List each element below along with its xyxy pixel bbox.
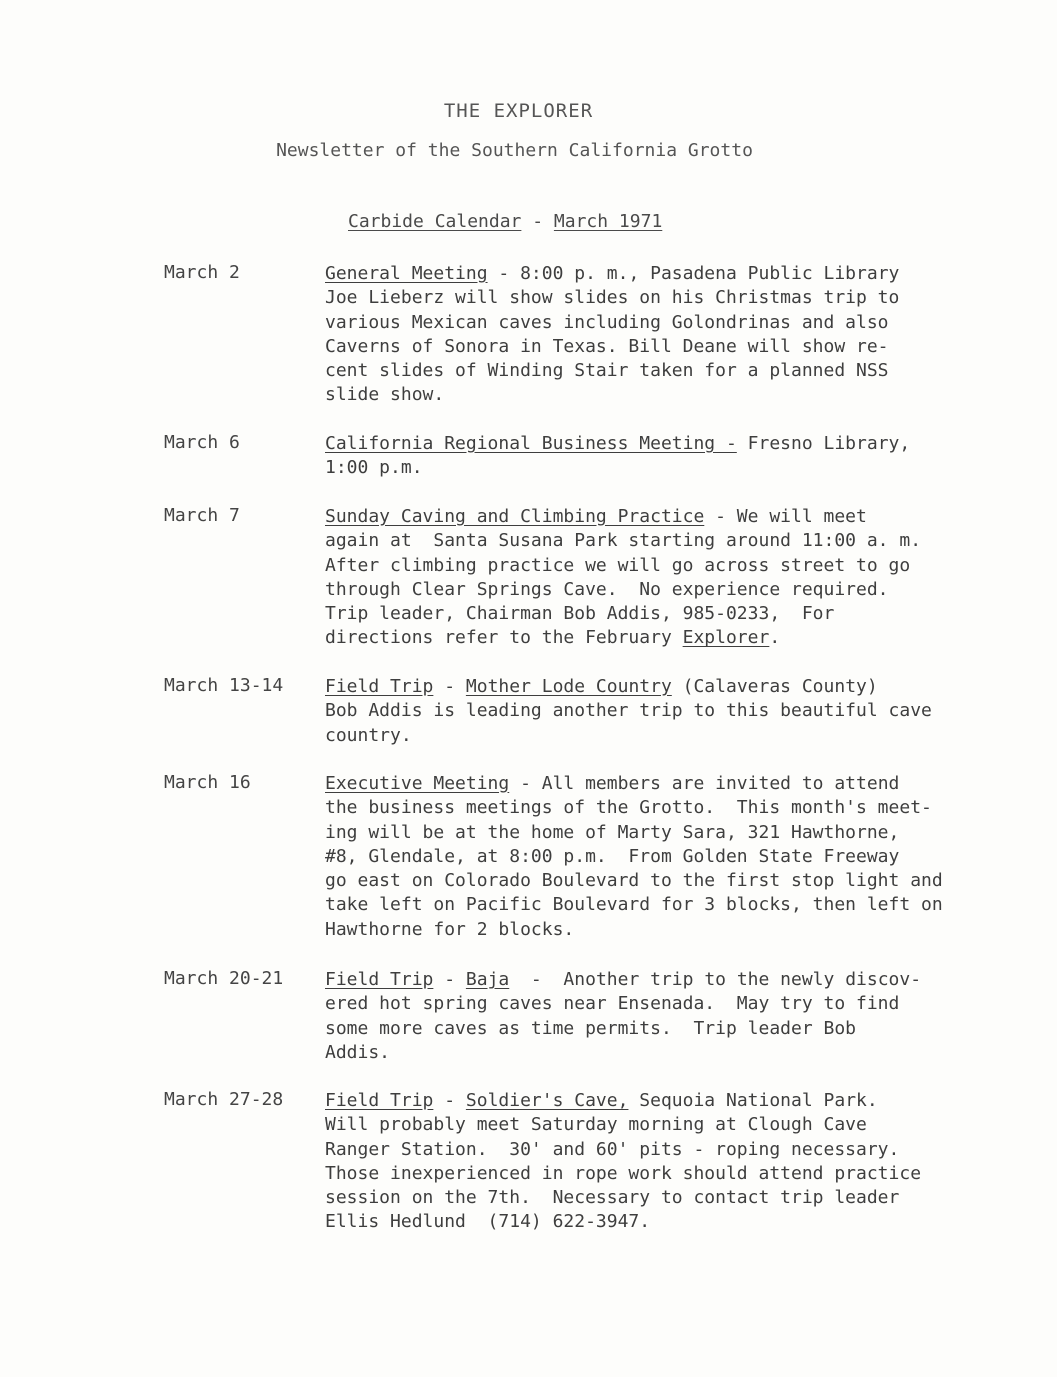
entry-heading-line [325, 262, 965, 286]
entry-line: Caverns of Sonora in Texas. Bill Deane will show re- [325, 335, 889, 357]
entry-date: March 6 [164, 432, 240, 453]
entry-line: country. [325, 724, 412, 746]
calendar-heading [348, 211, 662, 232]
entry-heading: General Meeting [325, 263, 488, 284]
entry-line: #8, Glendale, at 8:00 p.m. From Golden State Freeway [325, 845, 900, 867]
entry-heading-line [325, 772, 965, 796]
entry-line: Ranger Station. 30' and 60' pits - roping necessary. [325, 1138, 900, 1160]
entry-line: some more caves as time permits. Trip leader Bob [325, 1017, 857, 1039]
entry-heading-rest: - We will meet [704, 506, 867, 527]
entry-line: again at Santa Susana Park starting around 11:00 a. m. [325, 530, 922, 552]
entry-body [325, 772, 965, 942]
entry-heading-separator: - [433, 676, 466, 697]
entry-line: session on the 7th. Necessary to contact trip leader [325, 1187, 900, 1209]
entry-date: March 2 [164, 262, 240, 283]
calendar-label: Carbide Calendar [348, 211, 522, 232]
entry-heading-rest: - 8:00 p. m., Pasadena Public Library [487, 263, 900, 284]
entry-heading: Field Trip [325, 969, 434, 990]
entry-heading: Executive Meeting [325, 773, 510, 794]
entry-heading-destination: Baja [465, 969, 510, 990]
entry-date: March 7 [164, 505, 240, 526]
publication-title: Explorer [682, 627, 770, 649]
entry-body [325, 505, 965, 651]
entry-date: March 27-28 [164, 1089, 284, 1110]
entry-body [325, 968, 965, 1065]
entry-body [325, 262, 965, 408]
entry-heading-line [325, 505, 965, 529]
newsletter-title: THE EXPLORER [443, 100, 594, 122]
newsletter-subtitle: Newsletter of the Southern California Grotto [276, 140, 753, 161]
entry-line: Will probably meet Saturday morning at Clough Cave [325, 1114, 867, 1136]
entry-date: March 20-21 [164, 968, 284, 989]
entry-body [325, 675, 965, 748]
entry-heading-separator: - [433, 969, 466, 990]
entry-heading-line [325, 1089, 965, 1113]
entry-heading-line [325, 968, 965, 992]
entry-heading-line [325, 675, 965, 699]
entry-line: Addis. [325, 1041, 391, 1063]
entry-line: various Mexican caves including Golondrinas and also [325, 311, 889, 333]
entry-heading-rest: - Another trip to the newly discov- [509, 969, 922, 990]
entry-heading-line [325, 432, 965, 456]
entry-heading: California Regional Business Meeting - [325, 433, 737, 454]
entry-heading-rest: Sequoia National Park. [628, 1090, 878, 1111]
entry-line: cent slides of Winding Stair taken for a planned NSS [325, 360, 889, 382]
entry-line: the business meetings of the Grotto. This month's meet- [325, 797, 932, 819]
calendar-separator: - [521, 211, 554, 232]
entry-line: ing will be at the home of Marty Sara, 321 Hawthorne, [325, 821, 900, 843]
entry-date: March 13-14 [164, 675, 284, 696]
entry-line: After climbing practice we will go across street to go [325, 554, 911, 576]
entry-heading-rest: (Calaveras County) [671, 676, 878, 697]
entry-date: March 16 [164, 772, 251, 793]
entry-line: Ellis Hedlund (714) 622-3947. [325, 1211, 651, 1233]
entry-line: go east on Colorado Boulevard to the first stop light and [325, 870, 943, 892]
entry-heading-separator: - [433, 1090, 466, 1111]
entry-heading-destination: Soldier's Cave, [465, 1090, 629, 1111]
entry-heading-rest: - All members are invited to attend [509, 773, 900, 794]
entry-heading-rest: Fresno Library, [736, 433, 911, 454]
entry-body [325, 432, 965, 481]
entry-heading: Sunday Caving and Climbing Practice [325, 506, 705, 527]
entry-line [325, 626, 965, 650]
entry-heading: Field Trip [325, 676, 434, 697]
entry-body [325, 1089, 965, 1235]
entry-line: through Clear Springs Cave. No experience required. [325, 578, 889, 600]
entry-line: Joe Lieberz will show slides on his Christmas trip to [325, 287, 900, 309]
entry-text: . [769, 627, 781, 649]
calendar-month: March 1971 [553, 211, 663, 232]
entry-line: ered hot spring caves near Ensenada. May try to find [325, 993, 900, 1015]
entry-line: slide show. [325, 384, 445, 406]
entry-heading-destination: Mother Lode Country [465, 676, 672, 697]
entry-line: Those inexperienced in rope work should attend practice [325, 1162, 922, 1184]
entry-line: take left on Pacific Boulevard for 3 blocks, then left on [325, 894, 943, 916]
entry-line: 1:00 p.m. [325, 457, 423, 479]
entry-line: Hawthorne for 2 blocks. [325, 918, 575, 940]
entry-line: Bob Addis is leading another trip to this beautiful cave [325, 700, 932, 722]
entry-heading: Field Trip [325, 1090, 434, 1111]
entry-line: Trip leader, Chairman Bob Addis, 985-0233, For [325, 603, 835, 625]
entry-text: directions refer to the February [325, 627, 683, 649]
